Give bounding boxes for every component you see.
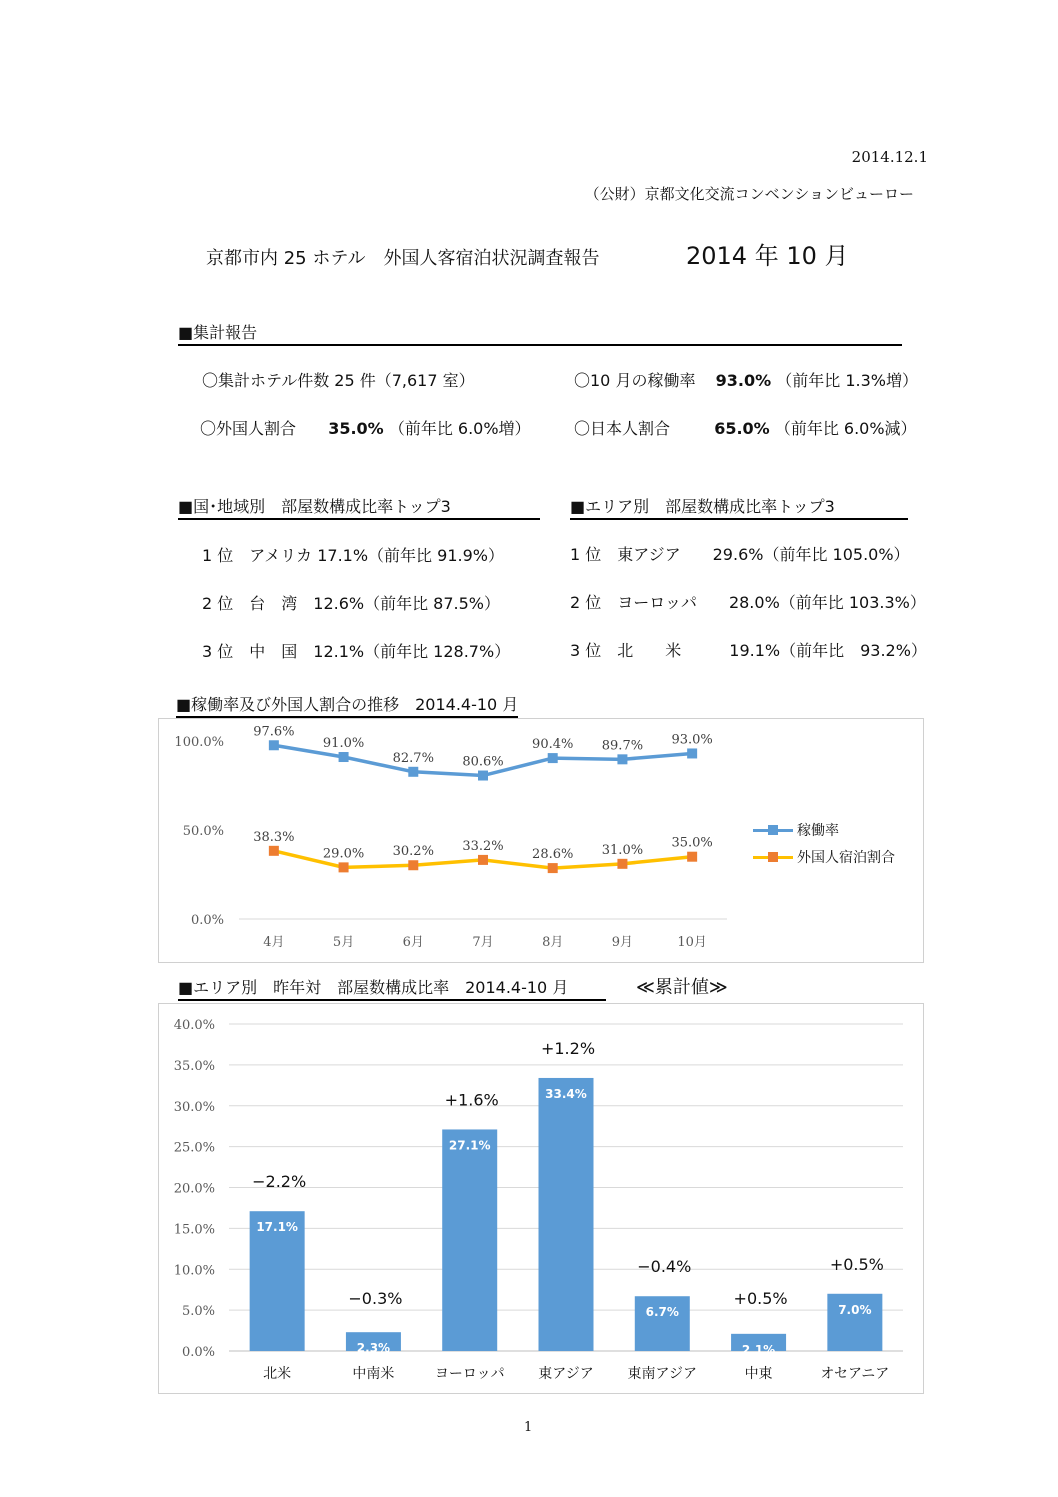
change-label: +0.5% — [829, 1254, 884, 1274]
report-title: 京都市内 25 ホテル 外国人客宿泊状況調査報告 — [206, 248, 600, 269]
data-point-marker — [548, 863, 558, 873]
y-tick-label: 35.0% — [173, 1058, 215, 1074]
data-point-marker — [339, 752, 349, 762]
data-point-marker — [269, 740, 279, 750]
y-tick-label: 5.0% — [181, 1304, 215, 1320]
x-tick-label: 4月 — [263, 935, 285, 950]
data-point-marker — [408, 860, 418, 870]
y-tick-label: 100.0% — [174, 735, 224, 750]
data-label: 91.0% — [322, 736, 365, 752]
y-tick-label: 30.0% — [173, 1099, 215, 1115]
area-rank-3: 3 位 北 米 19.1%（前年比 93.2%） — [570, 641, 927, 660]
x-tick-label: 5月 — [332, 935, 355, 950]
foreign-label: 〇外国人割合 — [200, 419, 297, 438]
organization-name: （公財）京都文化交流コンベンションビューロー — [584, 185, 914, 203]
data-point-marker — [269, 846, 279, 856]
data-label: 89.7% — [601, 738, 644, 754]
x-tick-label: オセアニア — [820, 1366, 890, 1382]
x-tick-label: ヨーロッパ — [434, 1366, 505, 1382]
area-rank-1: 1 位 東アジア 29.6%（前年比 105.0%） — [570, 545, 910, 564]
occupancy-value: 93.0% — [715, 371, 772, 390]
cumulative-note: ≪累計値≫ — [636, 977, 728, 998]
trend-line-chart-svg — [159, 719, 923, 962]
y-tick-label: 40.0% — [173, 1018, 215, 1033]
x-tick-label: 東南アジア — [627, 1366, 698, 1382]
legend-occupancy-swatch — [753, 829, 793, 832]
change-label: −0.3% — [348, 1289, 403, 1308]
legend-foreign — [753, 847, 895, 867]
y-tick-label: 20.0% — [173, 1181, 215, 1197]
legend-occupancy — [753, 820, 839, 840]
bar-value-label: 17.1% — [256, 1220, 298, 1235]
trend-chart — [158, 718, 924, 963]
bar-value-label: 2.3% — [356, 1341, 391, 1356]
summary-heading: ■集計報告 — [178, 320, 902, 346]
x-tick-label: 9月 — [611, 935, 634, 950]
data-label: 33.2% — [462, 838, 504, 854]
data-point-marker — [339, 862, 349, 872]
x-tick-label: 中南米 — [352, 1366, 395, 1382]
data-point-marker — [408, 767, 418, 777]
x-tick-label: 東アジア — [538, 1366, 594, 1382]
data-point-marker — [617, 754, 627, 764]
data-label: 93.0% — [671, 732, 713, 748]
area-rank-2: 2 位 ヨーロッパ 28.0%（前年比 103.3%） — [570, 593, 926, 612]
bar-value-label: 27.1% — [448, 1138, 491, 1153]
y-tick-label: 50.0% — [182, 824, 224, 839]
bar-value-label: 33.4% — [545, 1086, 587, 1101]
data-label: 28.6% — [532, 847, 574, 863]
area-top3-heading: ■エリア別 部屋数構成比率トップ3 — [570, 494, 908, 520]
data-label: 90.4% — [532, 737, 574, 753]
legend-foreign-swatch — [753, 856, 793, 859]
foreign-yoy: （前年比 6.0%増） — [388, 419, 531, 438]
occupancy-label: 〇10 月の稼働率 — [574, 371, 696, 390]
x-tick-label: 8月 — [542, 935, 564, 950]
foreign-value: 35.0% — [328, 419, 384, 438]
bar — [539, 1078, 594, 1351]
country-top3-heading: ■国･地域別 部屋数構成比率トップ3 — [178, 494, 540, 520]
change-label: +1.6% — [444, 1090, 499, 1110]
data-label: 30.2% — [392, 844, 434, 860]
bar-value-label: 2.1% — [741, 1342, 776, 1357]
area-chart-heading: ■エリア別 昨年対 部屋数構成比率 2014.4-10 月 — [178, 975, 606, 1001]
data-label: 97.6% — [253, 724, 295, 740]
data-point-marker — [478, 771, 488, 781]
bar-value-label: 6.7% — [645, 1305, 679, 1320]
report-month: 2014 年 10 月 — [686, 242, 849, 270]
x-tick-label: 10月 — [677, 935, 707, 950]
report-date: 2014.12.1 — [851, 148, 928, 166]
x-tick-label: 6月 — [402, 935, 424, 950]
change-label: −2.2% — [252, 1172, 307, 1192]
data-label: 29.0% — [322, 846, 365, 862]
trend-heading: ■稼働率及び外国人割合の推移 2014.4-10 月 — [176, 692, 518, 718]
bar — [442, 1129, 497, 1351]
data-label: 80.6% — [462, 754, 504, 770]
data-point-marker — [548, 753, 558, 763]
data-point-marker — [478, 855, 488, 865]
y-tick-label: 0.0% — [190, 913, 224, 928]
change-label: −0.4% — [637, 1257, 692, 1277]
occupancy-line — [574, 368, 918, 391]
change-label: +0.5% — [733, 1289, 788, 1308]
bar-value-label: 7.0% — [838, 1302, 872, 1317]
x-tick-label: 7月 — [472, 935, 494, 950]
legend-occupancy-label: 稼働率 — [797, 823, 839, 839]
page-number: 1 — [524, 1420, 533, 1435]
japanese-yoy: （前年比 6.0%減） — [774, 419, 917, 438]
data-point-marker — [687, 748, 697, 758]
country-rank-3: 3 位 中 国 12.1%（前年比 128.7%） — [202, 642, 511, 661]
japanese-ratio-line — [574, 416, 917, 439]
data-label: 82.7% — [392, 750, 434, 766]
occupancy-yoy: （前年比 1.3%増） — [776, 371, 918, 390]
area-bar-chart-svg — [159, 1004, 923, 1393]
change-label: +1.2% — [540, 1038, 596, 1058]
data-label: 38.3% — [253, 829, 295, 845]
country-rank-2: 2 位 台 湾 12.6%（前年比 87.5%） — [202, 594, 501, 613]
data-point-marker — [687, 852, 697, 862]
foreign-ratio-line — [200, 416, 531, 439]
data-label: 31.0% — [601, 842, 644, 858]
y-tick-label: 15.0% — [173, 1222, 215, 1238]
area-chart — [158, 1003, 924, 1394]
y-tick-label: 0.0% — [181, 1345, 215, 1360]
data-label: 35.0% — [671, 835, 713, 851]
x-tick-label: 中東 — [744, 1366, 773, 1382]
japanese-label: 〇日本人割合 — [574, 419, 671, 438]
y-tick-label: 25.0% — [173, 1140, 215, 1156]
japanese-value: 65.0% — [714, 419, 770, 438]
country-rank-1: 1 位 アメリカ 17.1%（前年比 91.9%） — [202, 546, 504, 565]
hotel-count: 〇集計ホテル件数 25 件（7,617 室） — [202, 371, 475, 390]
data-point-marker — [617, 859, 627, 869]
x-tick-label: 北米 — [263, 1366, 292, 1382]
legend-foreign-label: 外国人宿泊割合 — [797, 850, 895, 866]
y-tick-label: 10.0% — [173, 1263, 215, 1279]
